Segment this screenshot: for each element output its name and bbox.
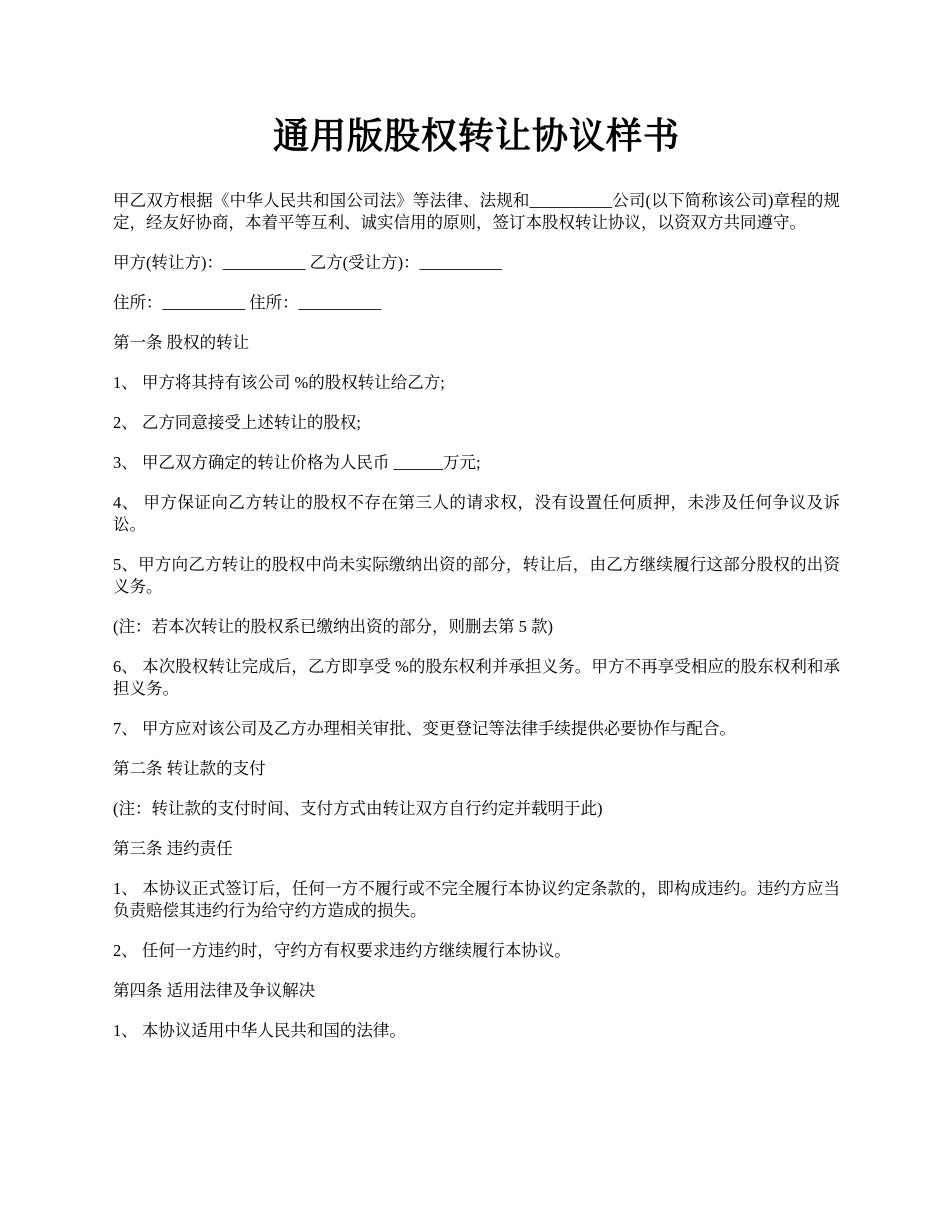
article-1-clause-5: 5、甲方向乙方转让的股权中尚未实际缴纳出资的部分，转让后，由乙方继续履行这部分股权的出资义务。: [113, 555, 840, 596]
article-3-clause-1: 1、 本协议正式签订后，任何一方不履行或不完全履行本协议约定条款的，即构成违约。违约方应当负责赔偿其违约行为给守约方造成的损失。: [113, 879, 840, 920]
article-4-clause-1: 1、 本协议适用中华人民共和国的法律。: [113, 1021, 406, 1040]
article-1-clause-3: 3、 甲乙双方确定的转让价格为人民币 ______万元;: [113, 453, 481, 472]
article-1-clause-2: 2、 乙方同意接受上述转让的股权;: [113, 413, 361, 432]
article-1-heading: 第一条 股权的转让: [113, 333, 250, 352]
article-2-heading: 第二条 转让款的支付: [113, 759, 266, 778]
article-3-clause-2: 2、 任何一方违约时，守约方有权要求违约方继续履行本协议。: [113, 941, 571, 960]
intro-paragraph: 甲乙双方根据《中华人民共和国公司法》等法律、法规和__________公司(以下简称该公司)章程的规定，经友好协商，本着平等互利、诚实信用的原则，签订本股权转让协议，以资双方共同遵守。: [113, 191, 840, 232]
address-line: 住所：__________ 住所：__________: [113, 293, 382, 312]
article-2-note: (注：转让款的支付时间、支付方式由转让双方自行约定并载明于此): [113, 799, 603, 818]
article-1-clause-7: 7、 甲方应对该公司及乙方办理相关审批、变更登记等法律手续提供必要协作与配合。: [113, 719, 736, 738]
article-4-heading: 第四条 适用法律及争议解决: [113, 981, 316, 1000]
article-1-clause-4: 4、 甲方保证向乙方转让的股权不存在第三人的请求权，没有设置任何质押，未涉及任何争议及诉讼。: [113, 493, 840, 534]
article-1-clause-6: 6、 本次股权转让完成后，乙方即享受 %的股东权利并承担义务。甲方不再享受相应的股东权利和承担义务。: [113, 657, 840, 698]
document-page: [113, 112, 840, 1060]
article-3-heading: 第三条 违约责任: [113, 839, 233, 858]
document-title: 通用版股权转让协议样书: [272, 116, 680, 156]
article-1-clause-1: 1、 甲方将其持有该公司 %的股权转让给乙方;: [113, 373, 445, 392]
parties-line: 甲方(转让方)：__________ 乙方(受让方)：__________: [113, 253, 503, 272]
article-1-note: (注：若本次转让的股权系已缴纳出资的部分，则删去第 5 款): [113, 617, 553, 636]
